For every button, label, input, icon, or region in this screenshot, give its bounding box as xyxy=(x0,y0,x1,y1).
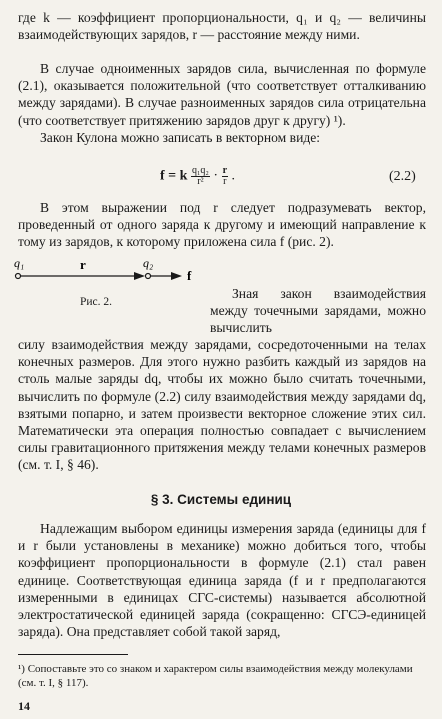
label-q1: q₁ xyxy=(14,256,25,270)
charge-q1-dot xyxy=(16,274,21,279)
fraction-unit-vector xyxy=(222,166,228,187)
figure-caption: Рис. 2. xyxy=(80,296,113,308)
footnote-rule xyxy=(18,654,128,655)
figure-vector-diagram xyxy=(12,252,202,292)
paragraph-finite-bodies xyxy=(18,336,426,474)
label-r: r xyxy=(80,257,86,272)
formula-body xyxy=(160,166,235,187)
paragraph-sign-of-force xyxy=(18,60,426,129)
paragraph-vector-explanation-top xyxy=(18,199,426,250)
paragraph-vector-explanation-wrap xyxy=(210,233,426,285)
paragraph-text: где k — коэффициент пропорциональности, q₁ и q₂ — величины взаимодействующих зарядов, r — расстояние между ними. xyxy=(18,10,426,43)
paragraph-text: В этом выражении под r следует подразумевать вектор, проведенный от одного заряда к другому и имеющий направление к тому из зарядов, к которому приложена сила f (рис. 2). xyxy=(18,200,426,250)
vector-f-arrowhead xyxy=(171,272,182,280)
formula-end: . xyxy=(231,168,236,184)
section-heading: § 3. Системы единиц xyxy=(150,492,292,507)
fraction-numerator: q₁q₂ xyxy=(191,165,209,176)
paragraph-text: Закон Кулона можно записать в векторном виде: xyxy=(40,130,321,145)
paragraph-definitions xyxy=(18,9,426,43)
formula-coulomb-vector xyxy=(0,163,442,191)
paragraph-text: Надлежащим выбором единицы измерения заряда (единицы для f и r были установлены в механике) можно добиться того, чтобы коэффициент пропорциональности в формуле (2.1) стал равен единице. Соответствующая единица заряда (f и r предполагаются измеренными в единицах СГС-системы) называется абсолютной электростатической единицей заряда (сокращенно: СГСЭ-единицей заряда). Она представляет собой такой заряд, xyxy=(18,521,426,640)
page-number: 14 xyxy=(18,699,30,713)
paragraph-text: В случае одноименных зарядов сила, вычисленная по формуле (2.1), оказывается положительной (что соответствует отталкиванию между зарядами). В случае разноименных зарядов сила отрицательна (что соответствует притяжению зарядов друг к другу) ¹). xyxy=(18,61,426,128)
figure-2 xyxy=(12,252,202,332)
fraction-numerator: r xyxy=(222,165,228,176)
fraction-denominator: r² xyxy=(197,176,204,187)
paragraph-units xyxy=(18,520,426,640)
label-f: f xyxy=(187,268,192,283)
paragraph-text: Зная закон взаимодействия между точечными зарядами, можно вычислить xyxy=(210,286,426,336)
formula-lhs: f = k xyxy=(160,168,188,184)
vector-r-arrowhead xyxy=(134,272,145,280)
label-q2: q₂ xyxy=(143,256,154,270)
paragraph-vector-form-intro xyxy=(18,129,426,146)
charge-q2-dot xyxy=(146,274,151,279)
footnote: ¹) Сопоставьте это со знаком и характером силы взаимодействия между молекулами (см. т. I, § 117). xyxy=(18,663,413,689)
fraction-charges-over-r2 xyxy=(191,166,210,187)
paragraph-text: силу взаимодействия между зарядами, сосредоточенными на телах конечных размеров. Для этого нужно разбить каждый из зарядов на столь малые заряды dq, чтобы их можно было считать точечными, вычислить по формуле (2.2) силу взаимодействия между зарядами dq, взятыми попарно, и затем произвести векторное сложение этих сил. Математически эта операция полностью совпадает с вычислением силы гравитационного притяжения между телами конечных размеров (см. т. I, § 46). xyxy=(18,337,426,473)
formula-dot: · xyxy=(213,168,219,184)
fraction-denominator: r xyxy=(223,176,227,187)
paragraph-finite-bodies-wrap xyxy=(210,285,426,337)
formula-number: (2.2) xyxy=(389,169,416,184)
